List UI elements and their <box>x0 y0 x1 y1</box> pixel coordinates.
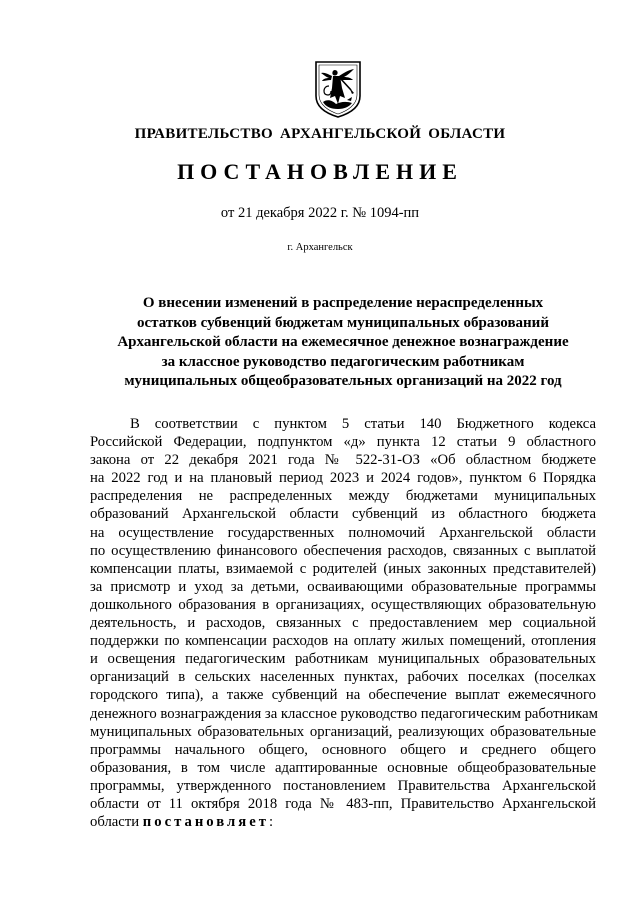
body-line: денежного вознаграждения за классное руководство педагогическим работникам <box>90 705 598 722</box>
document-subject <box>90 294 596 392</box>
body-line: по осуществлению финансового обеспечения расходов, связанных с выплатой <box>90 542 596 559</box>
body-line-final <box>90 813 596 831</box>
subject-line: Архангельской области на ежемесячное денежное вознаграждение <box>117 334 569 350</box>
body-line: на осуществление государственных полномочий Архангельской области <box>90 524 596 541</box>
body-final-prefix: области <box>90 814 143 831</box>
body-line: компенсации платы, взимаемой с родителей (иных законных представителей) <box>90 560 596 577</box>
body-line: городского типа), а также субвенций на обеспечение выплат ежемесячного <box>90 687 596 704</box>
body-line: образования, в том числе адаптированные основные общеобразовательные <box>90 759 596 776</box>
document-type-heading: ПОСТАНОВЛЕНИЕ <box>177 159 463 184</box>
subject-line: за классное руководство педагогическим работникам <box>161 353 525 370</box>
organization-title: ПРАВИТЕЛЬСТВО АРХАНГЕЛЬСКОЙ ОБЛАСТИ <box>134 126 506 142</box>
body-line: образований Архангельской области субвенций из областного бюджета <box>90 506 596 523</box>
body-line: программы начального общего, основного общего и среднего общего <box>90 741 596 758</box>
body-line: муниципальных образовательных организаций, реализующих образовательные <box>90 723 596 740</box>
body-final-suffix: : <box>268 814 274 831</box>
subject-line: остатков субвенций бюджетам муниципальных образований <box>137 314 549 331</box>
document-body <box>90 415 596 831</box>
body-line: дошкольного образования в организациях, осуществляющих образовательную <box>90 596 596 613</box>
body-line: и освещения педагогическим работникам муниципальных образовательных <box>90 651 596 668</box>
document-date-number: от 21 декабря 2022 г. № 1094-пп <box>220 205 420 221</box>
body-line: на 2022 год и на плановый период 2023 и 2024 годов», пунктом 6 Порядка <box>90 470 596 487</box>
body-line: деятельность, и расходов, связанных с предоставлением мер социальной <box>90 615 596 632</box>
resolution-verb: постановляет <box>142 814 269 831</box>
body-line: поддержки по компенсации расходов на оплату жилых помещений, отопления <box>90 633 596 650</box>
body-line: за присмотр и уход за детьми, осваивающими образовательные программы <box>90 578 596 595</box>
coat-of-arms-icon <box>314 60 362 118</box>
body-line: области от 11 октября 2018 года № 483-пп, Правительство Архангельской <box>90 795 596 812</box>
subject-line: О внесении изменений в распределение нераспределенных <box>142 295 544 311</box>
body-line: распределения не распределенных между бюджетами муниципальных <box>90 488 596 505</box>
body-line: организаций в сельских населенных пунктах, рабочих поселках (поселках <box>90 669 596 686</box>
body-line: программы, утвержденного постановлением Правительства Архангельской <box>90 777 596 794</box>
body-line: Российской Федерации, подпунктом «д» пункта 12 статьи 9 областного <box>90 434 596 451</box>
subject-line: муниципальных общеобразовательных организаций на 2022 год <box>124 373 562 389</box>
body-line: закона от 22 декабря 2021 года № 522-31-ОЗ «Об областном бюджете <box>90 452 596 469</box>
document-place: г. Архангельск <box>287 242 353 253</box>
body-line: В соответствии с пунктом 5 статьи 140 Бюджетного кодекса <box>130 416 596 432</box>
